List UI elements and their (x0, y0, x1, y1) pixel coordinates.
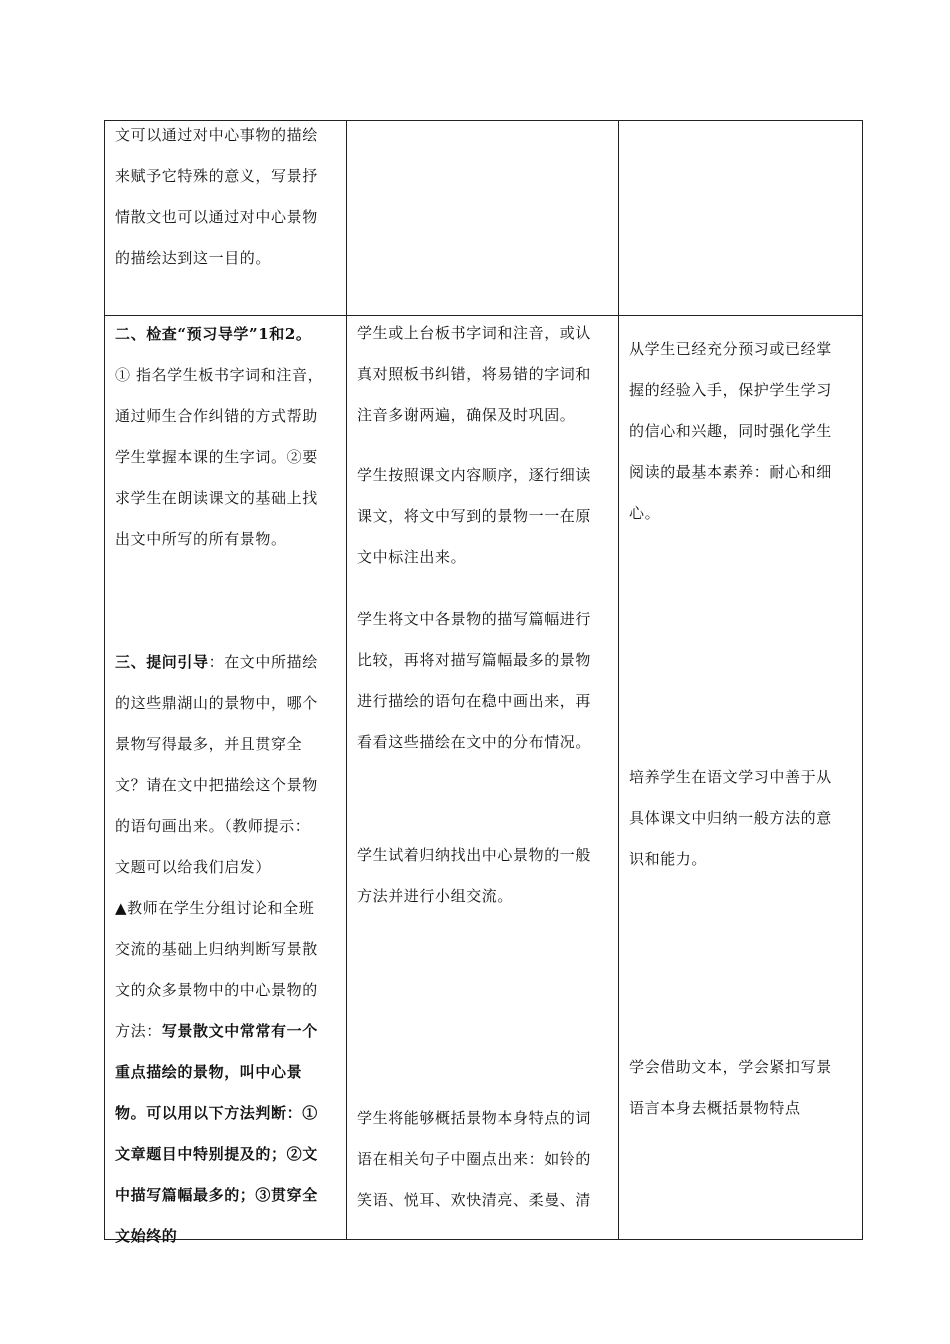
row1-teacher-activity (115, 115, 343, 279)
text-line: 真对照板书纠错，将易错的字词和 (357, 365, 592, 383)
text-line: 学生将能够概括景物本身特点的词 (357, 1109, 592, 1127)
text-line: 文题可以给我们启发） (115, 858, 272, 876)
text-line: 交流的基础上归纳判断写景散 (115, 940, 318, 958)
row2-student-block2 (357, 455, 617, 578)
method-first-line (115, 1011, 343, 1052)
text-line: 培养学生在语文学习中善于从 (629, 768, 832, 786)
text-line: 的这些鼎湖山的景物中，哪个 (115, 694, 318, 712)
text-line: 握的经验入手，保护学生学习 (629, 381, 832, 399)
step3-heading: 三、提问引导 (115, 653, 209, 671)
text-line: 的描绘达到这一目的。 (115, 249, 272, 267)
text-line: 学会借助文本，学会紧扣写景 (629, 1058, 832, 1076)
text-line: 识和能力。 (629, 850, 708, 868)
text-line: 中描写篇幅最多的；③贯穿全 (115, 1186, 318, 1204)
row2-intent-block3 (629, 1047, 857, 1129)
spacer (115, 560, 343, 642)
text-line: 笑语、悦耳、欢快清亮、柔曼、清 (357, 1191, 592, 1209)
text-line: 学生掌握本课的生字词。②要 (115, 448, 318, 466)
row2-teacher-activity (115, 314, 343, 1257)
text-line: 的语句画出来。（教师提示： (115, 817, 311, 835)
text-line: 景物写得最多，并且贯穿全 (115, 735, 303, 753)
method-bold: 写景散文中常常有一个 (161, 1022, 318, 1040)
text-line: 课文，将文中写到的景物一一在原 (357, 507, 592, 525)
step2-heading: 二、检查“预习导学”1和2。 (115, 325, 312, 343)
row2-student-block5 (357, 1098, 617, 1221)
text-line: 来赋予它特殊的意义，写景抒 (115, 167, 318, 185)
text-line: 学生将文中各景物的描写篇幅进行 (357, 610, 592, 628)
row2-student-block1 (357, 313, 617, 436)
text-line: 学生试着归纳找出中心景物的一般 (357, 846, 592, 864)
text-line: 学生按照课文内容顺序，逐行细读 (357, 466, 592, 484)
text-line: 物。可以用以下方法判断：① (115, 1104, 318, 1122)
step3-first-line (115, 642, 343, 683)
text-line: 从学生已经充分预习或已经掌 (629, 340, 832, 358)
text-line: ① 指名学生板书字词和注音， (115, 366, 324, 384)
text-line: 文中标注出来。 (357, 548, 467, 566)
text-line: 文始终的 (115, 1227, 178, 1245)
lesson-plan-table (104, 120, 863, 1245)
text-line: ▲教师在学生分组讨论和全班 (115, 899, 315, 917)
text-line: 文可以通过对中心事物的描绘 (115, 126, 318, 144)
method-prefix: 方法： (115, 1022, 162, 1040)
row2-intent-block2 (629, 757, 857, 880)
text-line: 学生或上台板书字词和注音，或认 (357, 324, 592, 342)
text-line: 心。 (629, 504, 661, 522)
text-line: 的信心和兴趣，同时强化学生 (629, 422, 832, 440)
text-line: 文？请在文中把描绘这个景物 (115, 776, 318, 794)
text-line: 看看这些描绘在文中的分布情况。 (357, 733, 592, 751)
text-line: 比较，再将对描写篇幅最多的景物 (357, 651, 592, 669)
step3-first-rest: ：在文中所描绘 (208, 653, 318, 671)
text-line: 求学生在朗读课文的基础上找 (115, 489, 318, 507)
row2-intent-block1 (629, 329, 857, 534)
text-line: 出文中所写的所有景物。 (115, 530, 287, 548)
text-line: 进行描绘的语句在稳中画出来，再 (357, 692, 592, 710)
text-line: 注音多谢两遍，确保及时巩固。 (357, 406, 576, 424)
text-line: 语在相关句子中圈点出来：如铃的 (357, 1150, 592, 1168)
text-line: 文章题目中特别提及的；②文 (115, 1145, 318, 1163)
text-line: 语言本身去概括景物特点 (629, 1099, 801, 1117)
text-line: 文的众多景物中的中心景物的 (115, 981, 318, 999)
row2-student-block3 (357, 599, 617, 763)
row2-student-block4 (357, 835, 617, 917)
text-line: 通过师生合作纠错的方式帮助 (115, 407, 318, 425)
column-divider-1 (346, 121, 347, 1239)
text-line: 方法并进行小组交流。 (357, 887, 514, 905)
text-line: 阅读的最基本素养：耐心和细 (629, 463, 832, 481)
text-line: 情散文也可以通过对中心景物 (115, 208, 318, 226)
column-divider-2 (618, 121, 619, 1239)
text-line: 重点描绘的景物，叫中心景 (115, 1063, 303, 1081)
text-line: 具体课文中归纳一般方法的意 (629, 809, 832, 827)
